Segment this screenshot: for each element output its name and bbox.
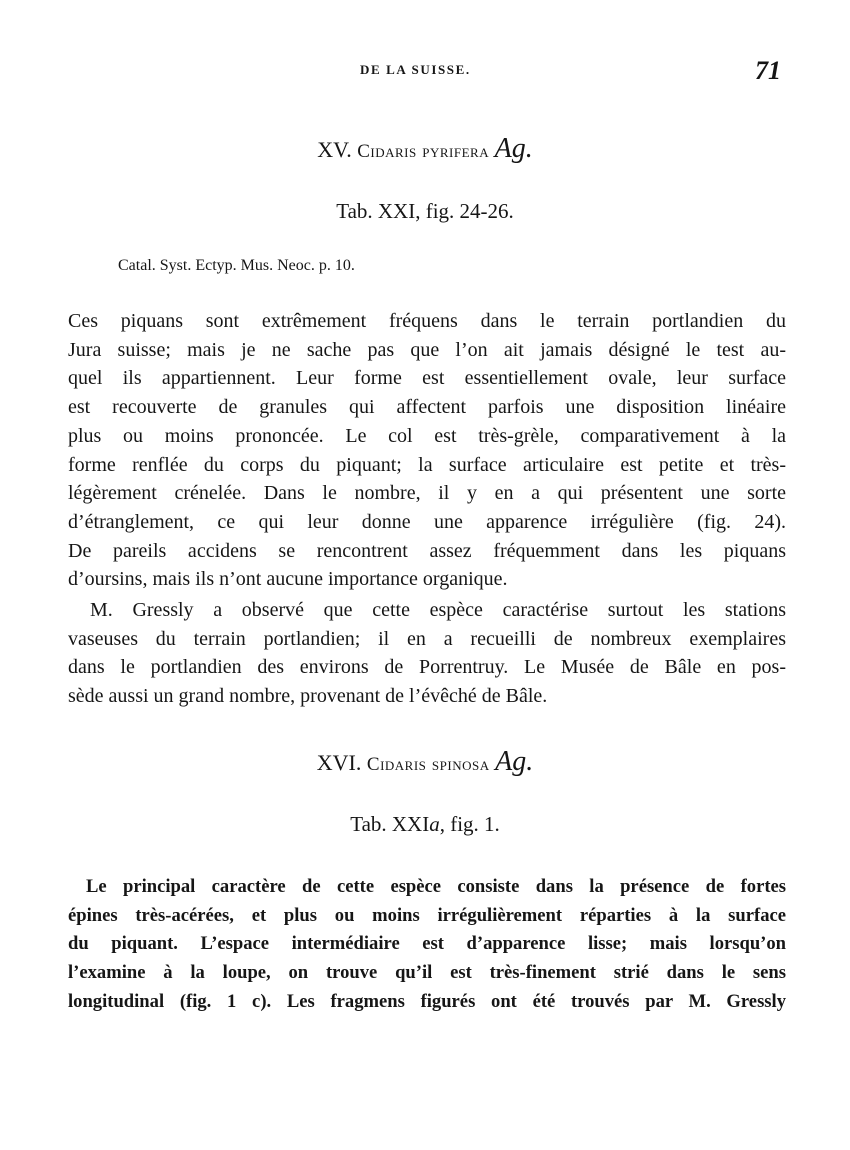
paragraph-xvi-description (68, 873, 786, 1017)
text-line: Ces piquans sont extrêmement fréquens dans le terrain portlandien du (68, 310, 786, 332)
plate-ref-suffix: , fig. 1. (439, 812, 500, 836)
text-line: De pareils accidens se rencontrent assez fréquemment dans les piquans (68, 539, 786, 562)
text-line: Jura suisse; mais je ne sache pas que l’on ait jamais désigné le test au- (68, 338, 786, 361)
text-line: plus ou moins prononcée. Le col est très-grèle, comparativement à la (68, 424, 786, 447)
text-line: légèrement crénelée. Dans le nombre, il y en a qui présentent une sorte (68, 482, 786, 505)
running-head: DE LA SUISSE. (360, 62, 471, 77)
text-line: M. Gressly a observé que cette espèce caractérise surtout les stations (90, 599, 786, 621)
text-line: épines très-acérées, et plus ou moins irrégulièrement réparties à la surface (68, 904, 786, 926)
text-line: sède aussi un grand nombre, provenant de l’évêché de Bâle. (68, 685, 548, 708)
plate-reference-xvi (0, 812, 850, 837)
species-heading-xvi (0, 746, 850, 778)
species-genus: Cidaris (366, 754, 427, 775)
text-line: l’examine à la loupe, on trouve qu’il est très-finement strié dans le sens (68, 962, 786, 984)
paragraph-xv-distribution (68, 596, 786, 711)
text-line: Le principal caractère de cette espèce consiste dans la présence de fortes (86, 876, 786, 897)
text-line: d’étranglement, ce qui leur donne une apparence irrégulière (fig. 24). (68, 510, 786, 533)
species-numeral: XV. (317, 137, 352, 162)
text-line: quel ils appartiennent. Leur forme est essentiellement ovale, leur surface (68, 367, 786, 390)
text-line: du piquant. L’espace intermédiaire est d’apparence lisse; mais lorsqu’on (68, 933, 786, 955)
species-genus: Cidaris (357, 141, 417, 162)
species-epithet: pyrifera (422, 141, 490, 162)
text-line: longitudinal (fig. 1 c). Les fragmens figurés ont été trouvés par M. Gressly (68, 990, 786, 1012)
text-line: est recouverte de granules qui affectent parfois une disposition linéaire (68, 396, 786, 419)
species-epithet: spinosa (431, 754, 490, 775)
species-author: Ag. (494, 133, 533, 164)
plate-reference-xv: Tab. XXI, fig. 24-26. (336, 199, 514, 223)
page-number: 71 (755, 56, 781, 85)
catalog-reference: Catal. Syst. Ectyp. Mus. Neoc. p. 10. (118, 257, 355, 274)
plate-ref-prefix: Tab. XXI (350, 812, 430, 836)
paragraph-xv-description (68, 307, 786, 594)
text-line: dans le portlandien des environs de Porrentruy. Le Musée de Bâle en pos- (68, 656, 786, 679)
species-author: Ag. (495, 746, 534, 777)
species-heading-xv (0, 133, 850, 165)
text-line: vaseuses du terrain portlandien; il en a recueilli de nombreux exemplaires (68, 627, 786, 650)
text-line: forme renflée du corps du piquant; la surface articulaire est petite et très- (68, 453, 786, 476)
plate-ref-italic: a (429, 812, 440, 836)
text-line: d’oursins, mais ils n’ont aucune importance organique. (68, 568, 508, 591)
species-numeral: XVI. (316, 750, 362, 775)
